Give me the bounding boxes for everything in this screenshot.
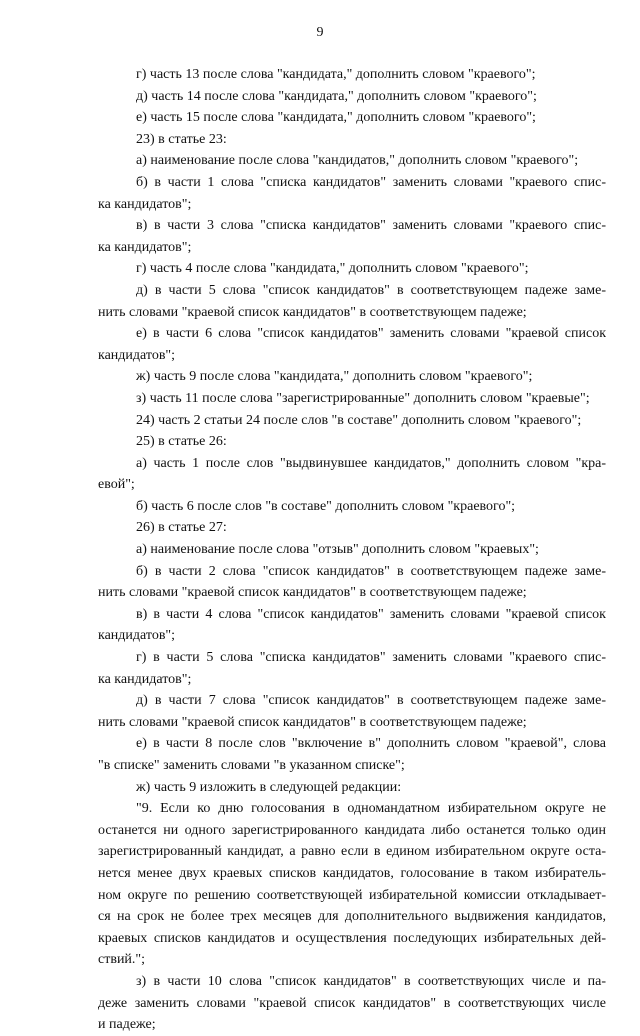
paragraph <box>98 561 606 604</box>
text-line: а) наименование после слова "кандидатов," дополнить словом "краевого"; <box>136 153 579 169</box>
text-line: а) часть 1 после слов "выдвинувшее кандидатов," дополнить словом "кра- <box>136 455 606 471</box>
text-line: д) в части 5 слова "список кандидатов" в соответствующем падеже заме- <box>136 282 606 298</box>
text-line: б) в части 1 слова "списка кандидатов" заменить словами "краевого спис- <box>136 174 606 190</box>
paragraph <box>98 690 606 733</box>
text-line: евой"; <box>98 477 135 493</box>
paragraph <box>98 539 606 561</box>
text-line: деже заменить словами "краевой список кандидатов" в соответствующих числе <box>98 995 606 1011</box>
text-line: в) в части 3 слова "списка кандидатов" заменить словами "краевого спис- <box>136 218 606 234</box>
text-line: ка кандидатов"; <box>98 196 192 212</box>
paragraph <box>98 107 606 129</box>
text-line: ствий."; <box>98 952 146 968</box>
paragraph <box>98 604 606 647</box>
paragraph <box>98 647 606 690</box>
text-line: 24) часть 2 статьи 24 после слов "в составе" дополнить словом "краевого"; <box>136 412 582 428</box>
text-line: в) в части 4 слова "список кандидатов" заменить словами "краевой список <box>136 606 606 622</box>
text-line: нить словами "краевой список кандидатов" в соответствующем падеже; <box>98 304 527 320</box>
text-line: ном округе по решению соответствующей избирательной комиссии откладывает- <box>98 887 606 903</box>
text-line: д) в части 7 слова "список кандидатов" в соответствующем падеже заме- <box>136 693 606 709</box>
text-line: нется менее двух краевых списков кандидатов, голосование в таком избиратель- <box>98 865 606 881</box>
page-number: 9 <box>316 25 324 40</box>
paragraph <box>98 777 606 799</box>
text-line: д) часть 14 после слова "кандидата," дополнить словом "краевого"; <box>136 88 537 104</box>
text-line: г) часть 4 после слова "кандидата," дополнить словом "краевого"; <box>136 261 529 277</box>
text-line: з) в части 10 слова "список кандидатов" в соответствующих числе и па- <box>136 973 606 989</box>
text-line: останется ни одного зарегистрированного кандидата либо останется только один <box>98 822 606 838</box>
text-line: а) наименование после слова "отзыв" дополнить словом "краевых"; <box>136 542 539 558</box>
text-line: ж) часть 9 изложить в следующей редакции: <box>136 779 402 795</box>
text-line: кандидатов"; <box>98 628 176 644</box>
paragraph <box>98 215 606 258</box>
text-line: ка кандидатов"; <box>98 239 192 255</box>
paragraph <box>98 258 606 280</box>
paragraph <box>98 150 606 172</box>
text-line: г) в части 5 слова "списка кандидатов" заменить словами "краевого спис- <box>136 650 606 666</box>
paragraph <box>98 129 606 151</box>
paragraph <box>98 733 606 776</box>
text-line: г) часть 13 после слова "кандидата," дополнить словом "краевого"; <box>136 67 536 82</box>
paragraph <box>98 366 606 388</box>
paragraph <box>98 410 606 432</box>
text-line: "в списке" заменить словами "в указанном списке"; <box>98 758 405 773</box>
paragraph <box>98 971 606 1036</box>
text-line: ж) часть 9 после слова "кандидата," дополнить словом "краевого"; <box>136 369 533 385</box>
paragraph <box>98 496 606 518</box>
text-line: е) часть 15 после слова "кандидата," дополнить словом "краевого"; <box>136 110 536 126</box>
text-line: и падеже; <box>98 1017 156 1033</box>
paragraph <box>98 323 606 366</box>
text-line: 26) в статье 27: <box>136 520 227 536</box>
paragraph <box>98 431 606 453</box>
paragraph <box>98 453 606 496</box>
paragraph <box>98 64 606 86</box>
text-line: 23) в статье 23: <box>136 131 227 147</box>
paragraph <box>98 388 606 410</box>
text-line: краевых списков кандидатов и осуществления последующих избирательных дей- <box>98 930 606 946</box>
text-line: нить словами "краевой список кандидатов" в соответствующем падеже; <box>98 714 527 730</box>
text-line: б) в части 2 слова "список кандидатов" в соответствующем падеже заме- <box>136 563 606 579</box>
text-line: 25) в статье 26: <box>136 434 227 450</box>
document-body <box>98 64 606 1036</box>
text-line: е) в части 8 после слов "включение в" дополнить словом "краевой", слова <box>136 736 606 752</box>
text-line: з) часть 11 после слова "зарегистрированные" дополнить словом "краевые"; <box>136 390 590 406</box>
text-line: е) в части 6 слова "список кандидатов" заменить словами "краевой список <box>136 326 606 342</box>
paragraph <box>98 172 606 215</box>
paragraph <box>98 86 606 108</box>
paragraph <box>98 280 606 323</box>
text-line: ся на срок не более трех месяцев для дополнительного выдвижения кандидатов, <box>98 909 606 925</box>
paragraph <box>98 517 606 539</box>
text-line: нить словами "краевой список кандидатов" в соответствующем падеже; <box>98 585 527 601</box>
text-line: кандидатов"; <box>98 347 176 363</box>
text-line: зарегистрированный кандидат, а равно если в едином избирательном округе оста- <box>98 844 606 860</box>
text-line: б) часть 6 после слов "в составе" дополнить словом "краевого"; <box>136 498 516 514</box>
paragraph <box>98 798 606 971</box>
text-line: "9. Если ко дню голосования в одномандатном избирательном округе не <box>136 801 606 817</box>
text-line: ка кандидатов"; <box>98 671 192 687</box>
